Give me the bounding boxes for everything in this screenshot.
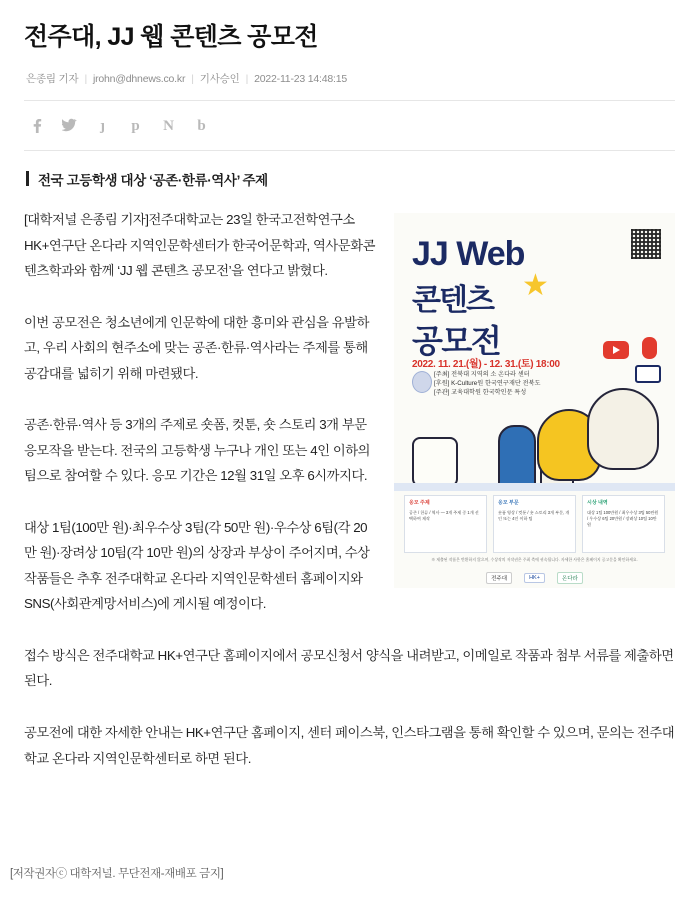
subheading-marker [26,171,29,186]
sponsor-logo-2: HK+ [524,573,545,583]
poster-col1-title: 응모 주제 [409,500,430,507]
approval-label: 기사승인 [199,73,240,86]
contest-poster-image [394,213,675,588]
subheading-text: 전국 고등학생 대상 ‘공존·한류·역사’ 주제 [38,173,268,189]
copyright-notice: [저작권자ⓒ 대학저널. 무단전재-재배포 금지] [10,868,224,880]
poster-title-line3: 공모전 [412,323,501,360]
poster-emblem-icon [412,371,432,393]
twitter-icon[interactable] [61,118,78,135]
sponsor-logo-1: 전주대 [486,572,512,584]
article-paragraph: 접수 방식은 전주대학교 HK+연구단 홈페이지에서 공모신청서 양식을 내려받고, 이메일로 작품과 첨부 서류를 제출하면 된다. [24,647,674,689]
poster-title-line1: JJ Web [412,235,525,274]
kakaostory-icon[interactable]: ȷ [100,117,105,134]
byline-separator-2: | [191,72,194,85]
share-bar [28,114,685,138]
article-paragraph: [대학저널 은종림 기자]전주대학교는 23일 한국고전학연구소 HK+연구단 온다라 지역인문학센터가 한국어문학과, 역사문화콘텐츠학과와 함께 ‘JJ 웹 콘텐츠 공모전’을 연다고 밝혔다. [24,212,375,279]
poster-divider [394,483,675,491]
poster-col3-text: 대상 1팀 100만원 / 최우수상 3팀 50만원 / 우수상 6팀 20만원 / 장려상 10팀 10만원 [587,509,659,528]
poster-org-line1: [주최] 전북대 지역의 소 온다라 센터 [434,371,530,379]
article-paragraph: 공모전에 대한 자세한 안내는 HK+연구단 홈페이지, 센터 페이스북, 인스타그램을 통해 확인할 수 있으며, 문의는 전주대학교 온다라 지역인문학센터로 하면 된다. [24,724,675,766]
subheading [26,169,685,189]
poster-col1-text: 공존 / 한류 / 역사 — 3개 주제 중 1개 선택하여 제작 [409,509,479,521]
star-icon: ★ [522,269,549,303]
article-content [14,207,685,771]
poster-column-prizes [582,495,665,553]
byline-email[interactable]: jrohn@dhnews.co.kr [92,72,186,85]
naver-icon[interactable]: N [163,117,174,134]
poster-org-line3: [주관] 교육대학원 한국학인문 특성 [434,389,527,397]
poster-col3-title: 시상 내역 [587,500,608,507]
divider-top [24,100,675,101]
poster-detail-columns [404,495,665,553]
poster-fineprint: ※ 제출된 작품은 반환하지 않으며, 수상작의 저작권은 주최 측에 귀속됩니다. 자세한 사항은 홈페이지 공고문을 확인하세요. [431,557,638,563]
page-title: 전주대, JJ 웹 콘텐츠 공모전 [24,23,318,51]
poster-column-category [493,495,576,553]
poster-col2-title: 응모 부문 [498,500,519,507]
poster-sponsor-logos [394,572,675,584]
band-icon[interactable]: b [197,117,206,134]
article-paragraph: 이번 공모전은 청소년에게 인문학에 대한 흥미와 관심을 유발하고, 우리 사회의 현주소에 맞는 공존·한류·역사라는 주제를 통해 공감대를 넓히기 위해 마련됐다. [24,314,369,381]
approval-time: 2022-11-23 14:48:15 [254,72,348,85]
article-paragraph: 대상 1팀(100만 원)·최우수상 3팀(각 50만 원)·우수상 6팀(각 20만 원)·장려상 10팀(각 10만 원)의 상장과 부상이 주어지며, 수상 작품들은 추후 전주대학교 온다라 지역인문학센터 홈페이지와 SNS(사회관계망서비스)에 게시될 예정이다. [24,519,370,612]
byline-separator-3: | [245,72,249,85]
article-figure [394,213,675,588]
poster-org-line2: [후원] K-Culture원 한국연구재단 전북도 [434,380,541,388]
poster-org-lines [434,371,584,398]
facebook-icon[interactable] [28,118,45,135]
character-blue [498,425,536,487]
character-white-bear [587,388,659,470]
sponsor-logo-3: 온다라 [557,572,583,584]
poster-col2-text: 숏폼 영상 / 컷툰 / 숏 스토리 3개 부문, 개인 또는 4인 이하 팀 [498,509,570,521]
byline [26,71,685,86]
pinterest-icon[interactable]: p [131,117,140,134]
byline-separator-1: | [84,72,87,85]
youtube-icon [603,341,629,359]
camera-icon [635,365,661,383]
article-paragraph: 공존·한류·역사 등 3개의 주제로 숏폼, 컷툰, 숏 스토리 3개 부문 응모작을 받는다. 전국의 고등학생 누구나 개인 또는 4인 이하의 팀으로 참여할 수 있다. 응모 기간은 12월 31일 오후 6시까지다. [24,417,371,484]
poster-title-line2: 콘텐츠 [412,284,493,318]
byline-author: 은종림 기자 [26,73,79,86]
shorts-icon [642,337,657,359]
character-laptop [412,437,458,487]
poster-dates: 2022. 11. 21.(월) - 12. 31.(토) 18:00 [412,359,560,371]
poster-column-subject [404,495,487,553]
qr-code-icon [631,229,661,259]
divider-share [24,150,675,151]
